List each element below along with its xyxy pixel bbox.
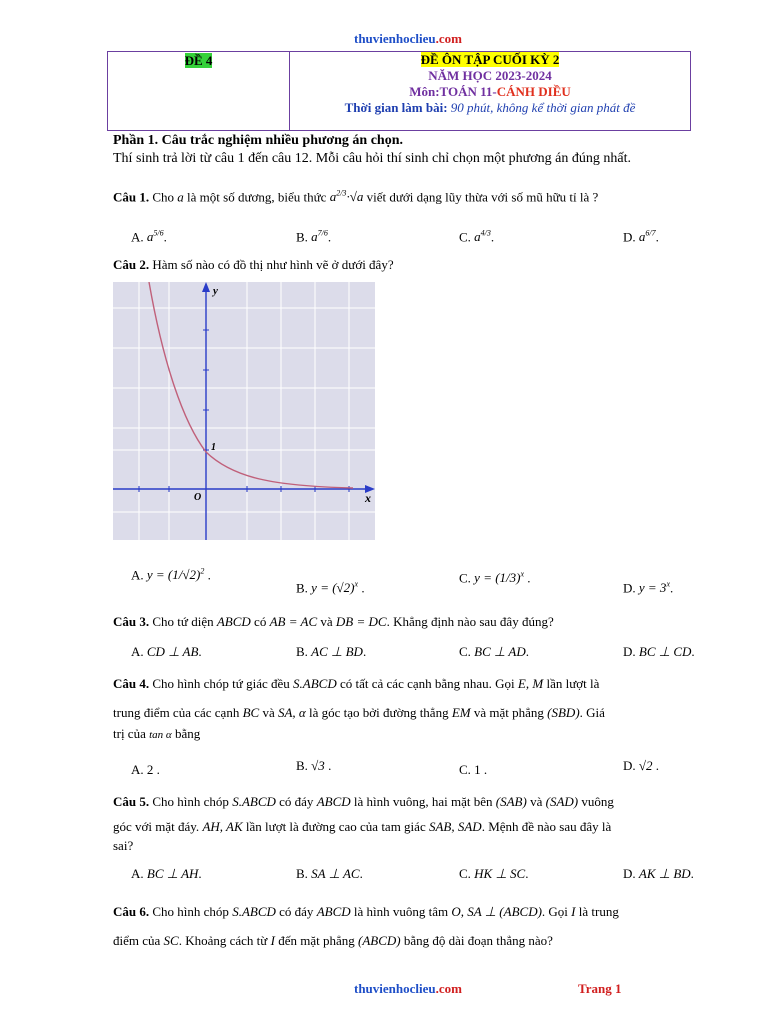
text: Cho tứ diện xyxy=(152,614,214,629)
question-5-line-2 xyxy=(113,819,611,835)
option-label: A. xyxy=(131,567,144,583)
text: vuông xyxy=(581,794,614,809)
text: bằng xyxy=(174,726,201,741)
footer-site-tld: .com xyxy=(435,981,462,996)
option-label: B. xyxy=(296,758,308,773)
exponent: 4/3 xyxy=(480,229,491,238)
math: I xyxy=(571,904,576,919)
text: . Khoảng cách từ xyxy=(178,933,268,948)
text: viết dưới dạng lũy thừa với số mũ hữu tỉ là ? xyxy=(366,189,599,205)
option-label: A. xyxy=(131,866,144,881)
exam-book: CÁNH DIỀU xyxy=(496,84,571,99)
option-math: BC ⊥ AD xyxy=(474,644,526,659)
option-math: $a^{6/7}$ xyxy=(638,229,656,245)
exponent: 5/6 xyxy=(153,229,164,238)
option-label: D. xyxy=(623,229,636,245)
option-math: BC ⊥ CD xyxy=(638,644,692,659)
exam-year: NĂM HỌC 2023-2024 xyxy=(428,68,552,83)
option-math: $y = (1/3)^x$ xyxy=(474,570,525,586)
text: Cho hình chóp xyxy=(152,904,229,919)
question-1 xyxy=(113,189,598,205)
q5-option-d[interactable]: D. AK ⊥ BD. xyxy=(623,866,694,881)
option-math: $a^{5/6}$ xyxy=(146,229,164,245)
math: BC xyxy=(242,705,260,720)
q1-option-b[interactable]: B. $a^{7/6}$. xyxy=(296,229,332,245)
option-math: AC ⊥ BD xyxy=(311,644,363,659)
text: lần lượt là xyxy=(546,676,600,691)
text: có xyxy=(254,614,267,629)
option-math: √2 xyxy=(638,758,653,773)
text: . Gọi xyxy=(541,904,568,919)
tick-one-label: 1 xyxy=(211,442,216,453)
option-label: B. xyxy=(296,580,308,596)
y-axis-label: y xyxy=(213,285,218,297)
exponent: 7/6 xyxy=(317,229,328,238)
text: có đáy xyxy=(279,794,314,809)
math: S.ABCD xyxy=(232,794,276,809)
site-name: thuvienhoclieu xyxy=(354,31,436,46)
exam-title-cell xyxy=(290,52,691,131)
text: và mặt phẳng xyxy=(473,705,544,720)
text: đến mặt phẳng xyxy=(278,933,355,948)
math: (SAD) xyxy=(545,794,579,809)
question-label: Câu 3. xyxy=(113,614,150,629)
text: điểm của xyxy=(113,933,161,948)
text: . Khẳng định nào sau đây đúng? xyxy=(386,614,554,629)
math: S.ABCD xyxy=(293,676,337,691)
x-axis-label: x xyxy=(365,491,371,505)
page-number: Trang 1 xyxy=(578,981,622,996)
text: và xyxy=(320,614,333,629)
question-label: Câu 2. xyxy=(113,257,150,272)
exponent: 6/7 xyxy=(645,229,656,238)
text: Cho hình chóp tứ giác đều xyxy=(152,676,290,691)
question-5-line-1 xyxy=(113,794,614,810)
math: (ABCD) xyxy=(358,933,401,948)
q3-option-b[interactable]: B. AC ⊥ BD. xyxy=(296,644,367,659)
math-expression: $a^{2/3}\cdot√a$ xyxy=(329,189,364,205)
text: là hình vuông tâm xyxy=(353,904,449,919)
q2-option-d[interactable]: D. $y = 3^x$. xyxy=(623,580,674,596)
q2-option-a[interactable]: A. $y = (1/√2)^2$ . xyxy=(131,567,211,583)
text: Cho hình chóp xyxy=(152,794,229,809)
option-math: SA ⊥ AC xyxy=(311,866,360,881)
text: là hình vuông, hai mặt bên xyxy=(353,794,493,809)
question-label: Câu 4. xyxy=(113,676,150,691)
text: lần lượt là đường cao của tam giác xyxy=(245,819,426,834)
math: ABCD xyxy=(216,614,251,629)
option-math: AK ⊥ BD xyxy=(638,866,691,881)
math: (SAB) xyxy=(495,794,527,809)
question-label: Câu 6. xyxy=(113,904,150,919)
text: Cho xyxy=(152,189,175,205)
option-label: D. xyxy=(623,580,636,596)
origin-label: O xyxy=(194,492,202,503)
q5-option-b[interactable]: B. SA ⊥ AC. xyxy=(296,866,363,881)
q4-option-c[interactable]: C. 1 . xyxy=(459,762,488,777)
q5-option-a[interactable]: A. BC ⊥ AH. xyxy=(131,866,202,881)
text: . Mệnh đề nào sau đây là xyxy=(481,819,612,834)
text: Hàm số nào có đồ thị như hình vẽ ở dưới đây? xyxy=(152,257,394,272)
option-label: A. xyxy=(131,229,144,245)
math: I xyxy=(270,933,275,948)
exponential-graph xyxy=(113,282,375,540)
math: AH, AK xyxy=(202,819,243,834)
q3-option-d[interactable]: D. BC ⊥ CD. xyxy=(623,644,695,659)
question-4-line-3 xyxy=(113,726,200,742)
math: SAB, SAD xyxy=(428,819,482,834)
question-5-line-3: sai? xyxy=(113,838,134,853)
option-math: CD ⊥ AB xyxy=(146,644,199,659)
math: a xyxy=(177,189,184,205)
q4-option-d[interactable]: D. √2 . xyxy=(623,758,660,773)
math: DB = DC xyxy=(335,614,387,629)
exam-time-value: 90 phút, không kể thời gian phát đề xyxy=(450,100,636,115)
math: (SBD) xyxy=(547,705,580,720)
question-4-line-2 xyxy=(113,705,605,721)
option-math: √3 xyxy=(311,758,325,773)
question-3 xyxy=(113,614,554,630)
option-label: B. xyxy=(296,866,308,881)
q4-option-a[interactable]: A. 2 . xyxy=(131,762,160,777)
site-footer xyxy=(354,981,462,997)
math: tan α xyxy=(149,729,172,741)
q3-option-a[interactable]: A. CD ⊥ AB. xyxy=(131,644,202,659)
option-math: $a^{4/3}$ xyxy=(474,229,491,245)
option-label: B. xyxy=(296,644,308,659)
text: bằng độ dài đoạn thẳng nào? xyxy=(403,933,553,948)
q2-option-c[interactable]: C. $y = (1/3)^x$ . xyxy=(459,570,531,586)
exam-subject: Môn:TOÁN 11- xyxy=(409,84,497,99)
option-label: C. xyxy=(459,866,471,881)
math: ABCD xyxy=(316,794,351,809)
math: O, SA ⊥ (ABCD) xyxy=(451,904,542,919)
text: trị của xyxy=(113,726,146,741)
question-2 xyxy=(113,257,394,273)
q4-option-b[interactable]: B. √3 . xyxy=(296,758,332,773)
text: là trung xyxy=(578,904,619,919)
text: . Giá xyxy=(579,705,605,720)
q1-option-d[interactable]: D. $a^{6/7}$. xyxy=(623,229,659,245)
text: và xyxy=(262,705,275,720)
option-math: $y = (√2)^x$ xyxy=(311,580,359,596)
math: E, M xyxy=(517,676,544,691)
math: SC xyxy=(163,933,179,948)
exam-code: ĐỀ 4 xyxy=(184,53,213,68)
option-math: BC ⊥ AH xyxy=(146,866,199,881)
math: SA, α xyxy=(277,705,306,720)
text: có đáy xyxy=(279,904,314,919)
math: S.ABCD xyxy=(232,904,276,919)
option-label: C. xyxy=(459,570,471,586)
q2-option-b[interactable]: B. $y = (√2)^x$ . xyxy=(296,580,365,596)
site-header xyxy=(354,31,462,47)
text: và xyxy=(530,794,543,809)
question-4-line-1 xyxy=(113,676,599,692)
text: là góc tạo bởi đường thẳng xyxy=(309,705,449,720)
option-label: A. xyxy=(131,644,144,659)
question-6-line-1 xyxy=(113,904,619,920)
text: góc với mặt đáy. xyxy=(113,819,200,834)
text: trung điểm của các cạnh xyxy=(113,705,240,720)
math: AB = AC xyxy=(269,614,318,629)
option-math: $y = (1/√2)^2$ xyxy=(146,567,205,583)
option-math: $y = 3^x$ xyxy=(638,580,670,596)
exam-title: ĐỀ ÔN TẬP CUỐI KỲ 2 xyxy=(420,52,560,67)
exam-code-cell xyxy=(108,52,290,131)
q1-option-c[interactable]: C. $a^{4/3}$. xyxy=(459,229,495,245)
question-label: Câu 5. xyxy=(113,794,150,809)
text: là một số dương, biểu thức xyxy=(187,189,327,205)
footer-site-name: thuvienhoclieu xyxy=(354,981,436,996)
option-math: $a^{7/6}$ xyxy=(311,229,328,245)
math: ABCD xyxy=(316,904,351,919)
question-label: Câu 1. xyxy=(113,189,150,205)
part1-instruction: Thí sinh trả lời từ câu 1 đến câu 12. Mỗi câu hỏi thí sinh chỉ chọn một phương án đúng nhất. xyxy=(113,151,631,166)
option-label: C. xyxy=(459,644,471,659)
exam-time-label: Thời gian làm bài: xyxy=(344,100,448,115)
option-label: C. xyxy=(459,229,471,245)
option-label: D. xyxy=(623,644,636,659)
option-math: HK ⊥ SC xyxy=(474,866,526,881)
part1-title: Phần 1. Câu trắc nghiệm nhiều phương án chọn. xyxy=(113,133,403,148)
graph-background xyxy=(113,282,375,540)
question-6-line-2 xyxy=(113,933,553,949)
option-label: B. xyxy=(296,229,308,245)
math: EM xyxy=(451,705,471,720)
q3-option-c[interactable]: C. BC ⊥ AD. xyxy=(459,644,529,659)
option-label: D. xyxy=(623,866,636,881)
q5-option-c[interactable]: C. HK ⊥ SC. xyxy=(459,866,529,881)
exam-header-table xyxy=(107,51,691,131)
text: có tất cả các cạnh bằng nhau. Gọi xyxy=(339,676,515,691)
option-label: D. xyxy=(623,758,636,773)
q1-option-a[interactable]: A. $a^{5/6}$. xyxy=(131,229,167,245)
site-tld: .com xyxy=(435,31,462,46)
